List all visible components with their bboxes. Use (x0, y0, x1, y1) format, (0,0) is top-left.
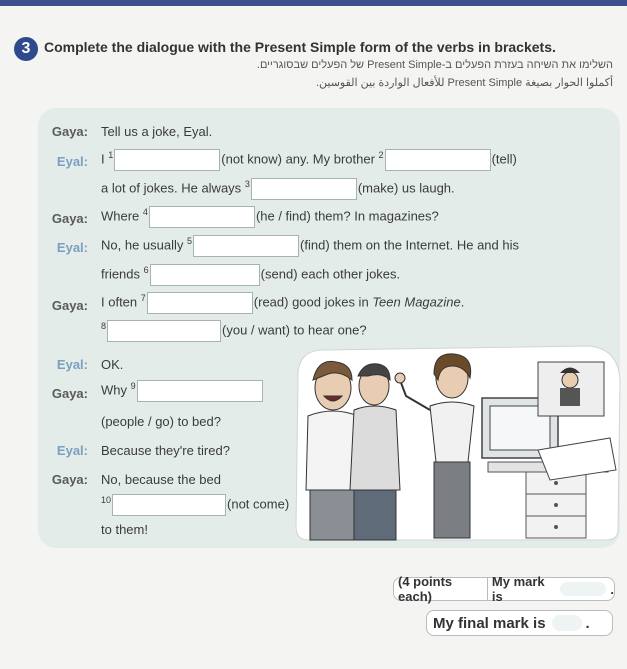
dialogue-line-2 (101, 149, 517, 171)
blank-number: 7 (140, 293, 146, 304)
instruction: Complete the dialogue with the Present Simple form of the verbs in brackets. (44, 39, 556, 55)
text: a lot of jokes. He always (101, 180, 242, 196)
text: friends (101, 266, 141, 282)
answer-blank-1[interactable] (114, 149, 220, 171)
top-bar (0, 0, 627, 6)
instruction-hebrew: השלימו את השיחה בעזרת הפעלים ב-Present Simple של הפעלים שבסוגריים. (256, 59, 613, 71)
text: (he / find) them? In magazines? (255, 208, 439, 224)
answer-blank-10[interactable] (112, 494, 226, 516)
dialogue-line-3 (101, 178, 455, 200)
speaker-eyal: Eyal: (56, 357, 88, 372)
speaker-gaya: Gaya: (51, 124, 88, 139)
speaker-gaya: Gaya: (51, 211, 88, 226)
exercise-number: 3 (14, 37, 38, 61)
dialogue-line-13: No, because the bed (101, 472, 221, 487)
text: (find) them on the Internet. He and his (300, 237, 519, 253)
text: (not come) (227, 496, 290, 512)
my-mark-label: My mark is (491, 574, 545, 604)
blank-number: 3 (244, 179, 250, 190)
text: (read) good jokes in (253, 294, 369, 310)
text: (you / want) to hear one? (222, 322, 367, 338)
answer-blank-6[interactable] (150, 264, 260, 286)
dialogue-line-5 (101, 235, 519, 257)
final-mark-box[interactable] (552, 615, 582, 631)
blank-number: 8 (101, 321, 107, 332)
points-badge (393, 574, 615, 604)
text: (tell) (491, 151, 517, 167)
blank-number: 4 (142, 207, 148, 218)
final-mark-badge (426, 610, 613, 636)
speaker-eyal: Eyal: (56, 443, 88, 458)
magazine-title: Teen Magazine (372, 294, 461, 310)
text: (send) each other jokes. (260, 266, 401, 282)
dialogue-line-6 (101, 264, 400, 286)
answer-blank-5[interactable] (193, 235, 299, 257)
answer-blank-8[interactable] (107, 320, 221, 342)
text: Where (101, 208, 140, 224)
dialogue-line-4 (101, 206, 439, 228)
dialogue-line-10 (101, 380, 264, 402)
dot: . (585, 614, 590, 632)
blank-number: 1 (108, 150, 114, 161)
blank-number: 9 (130, 381, 136, 392)
my-mark-box[interactable] (560, 582, 606, 596)
dot: . (610, 581, 614, 597)
blank-number: 2 (378, 150, 384, 161)
final-mark-label: My final mark is (433, 614, 546, 632)
speaker-gaya: Gaya: (51, 472, 88, 487)
dialogue-line-12: Because they're tired? (101, 443, 230, 458)
dialogue-line-1: Tell us a joke, Eyal. (101, 124, 213, 139)
dialogue-line-8 (101, 320, 367, 342)
text: (make) us laugh. (357, 180, 455, 196)
answer-blank-7[interactable] (147, 292, 253, 314)
dialogue-line-11: (people / go) to bed? (101, 414, 221, 429)
cartoon-illustration (288, 340, 624, 544)
dialogue-line-7 (101, 292, 464, 314)
dialogue-line-9: OK. (101, 357, 124, 372)
text: I (101, 151, 105, 167)
text: (not know) any. My brother (221, 151, 375, 167)
answer-blank-4[interactable] (149, 206, 255, 228)
text: No, he usually (101, 237, 184, 253)
speaker-eyal: Eyal: (56, 240, 88, 255)
blank-number: 5 (187, 236, 193, 247)
answer-blank-9[interactable] (137, 380, 263, 402)
text: Why (101, 382, 127, 398)
speaker-gaya: Gaya: (51, 386, 88, 401)
answer-blank-3[interactable] (251, 178, 357, 200)
speaker-eyal: Eyal: (56, 154, 88, 169)
text: I often (101, 294, 138, 310)
blank-number: 6 (143, 265, 149, 276)
dialogue-line-15: to them! (101, 522, 148, 537)
answer-blank-2[interactable] (385, 149, 491, 171)
dialogue-line-14 (101, 494, 289, 516)
blank-number: 10 (101, 495, 112, 506)
text: . (460, 294, 465, 310)
instruction-arabic: أكملوا الحوار بصيغة Present Simple للأفعال الواردة بين القوسين. (315, 77, 613, 89)
points-label: (4 points each) (394, 578, 488, 600)
speaker-gaya: Gaya: (51, 298, 88, 313)
